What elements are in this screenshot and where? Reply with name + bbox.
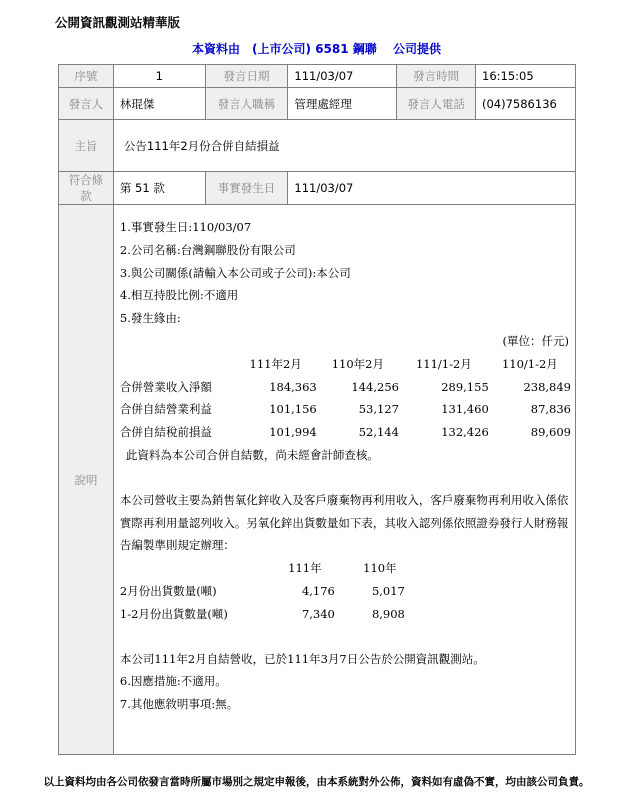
ship-cell: 5,017	[371, 583, 405, 598]
speaker-title-label: 發言人職稱	[205, 88, 288, 120]
fin-cell: 184,363	[269, 379, 317, 394]
desc-line-5: 5.發生緣由:	[119, 311, 181, 326]
paragraph-revenue: 本公司營收主要為銷售氧化鋅收入及客戶廢棄物再利用收入，客戶廢棄物再利用收入係依實際再利用量認列收入。另氧化鋅出貨數量如下表，其收入認列係依照證券發行人財務報告編製準則規定辦理：	[119, 492, 569, 553]
ship-header: 110年	[363, 561, 397, 576]
clause-label: 符合條款	[59, 172, 114, 205]
fin-cell: 89,609	[530, 425, 571, 440]
fin-cell: 101,994	[269, 425, 317, 440]
seq-value: 1	[113, 65, 205, 88]
desc-line-2: 2.公司名稱:台灣鋼聯股份有限公司	[119, 242, 296, 257]
ship-row-label: 2月份出貨數量(噸)	[119, 583, 217, 598]
desc-line-4: 4.相互持股比例:不適用	[119, 288, 239, 303]
desc-line-7: 7.其他應敘明事項:無。	[119, 697, 239, 712]
ship-cell: 8,908	[371, 606, 405, 621]
announcement-table	[58, 64, 576, 755]
footer-disclaimer: 以上資料均由各公司依發言當時所屬市場別之規定申報後，由本系統對外公佈，資料如有虛偽不實，均由該公司負責。	[43, 776, 590, 788]
speaker-value: 林琨傑	[113, 88, 205, 120]
desc-line-1: 1.事實發生日:110/03/07	[119, 220, 252, 234]
site-title: 公開資訊觀測站精華版	[55, 15, 181, 30]
time-label: 發言時間	[397, 65, 476, 88]
fin-row-label: 合併自結營業利益	[119, 402, 212, 417]
table-row	[120, 376, 571, 399]
fin-cell: 52,144	[358, 425, 399, 440]
fin-header: 110/1-2月	[501, 356, 558, 371]
fin-header: 110年2月	[331, 356, 384, 371]
fin-cell: 131,460	[441, 402, 489, 417]
desc-line-6: 6.因應措施:不適用。	[119, 674, 227, 689]
fin-cell: 289,155	[441, 379, 489, 394]
provider-line: 本資料由 (上市公司) 6581 鋼聯 公司提供	[192, 42, 441, 56]
seq-label: 序號	[59, 65, 114, 88]
shipment-header-row	[120, 557, 425, 580]
fin-header: 111/1-2月	[415, 356, 472, 371]
fin-note: 此資料為本公司合併自結數，尚未經會計師查核。	[125, 447, 379, 462]
time-value: 16:15:05	[476, 65, 576, 88]
fin-header: 111年2月	[249, 356, 302, 371]
financial-table	[120, 353, 571, 444]
speaker-label: 發言人	[59, 88, 114, 120]
shipment-table	[120, 557, 425, 625]
date-label: 發言日期	[205, 65, 288, 88]
clause-value: 第 51 款	[113, 172, 205, 205]
fin-cell: 53,127	[358, 402, 399, 417]
fin-cell: 132,426	[441, 425, 489, 440]
event-date-value: 111/03/07	[288, 172, 576, 205]
ship-row-label: 1-2月份出貨數量(噸)	[119, 606, 228, 621]
unit-label: (單位：仟元)	[502, 333, 569, 348]
table-row	[120, 398, 571, 421]
financial-header-row	[120, 353, 571, 376]
table-row	[120, 421, 571, 444]
table-row	[120, 603, 425, 626]
fin-cell: 87,836	[530, 402, 571, 417]
paragraph-announcement: 本公司111年2月自結營收，已於111年3月7日公告於公開資訊觀測站。	[119, 651, 485, 666]
phone-value: (04)7586136	[476, 88, 576, 120]
description-body	[113, 205, 575, 755]
description-label: 說明	[59, 205, 114, 755]
table-row	[120, 580, 425, 603]
desc-line-3: 3.與公司關係(請輸入本公司或子公司):本公司	[119, 265, 351, 280]
phone-label: 發言人電話	[397, 88, 476, 120]
ship-cell: 4,176	[301, 583, 335, 598]
subject-value: 公告111年2月份合併自結損益	[113, 120, 575, 172]
ship-header: 111年	[288, 561, 322, 576]
fin-row-label: 合併營業收入淨額	[119, 379, 212, 394]
speaker-title-value: 管理處經理	[288, 88, 397, 120]
fin-row-label: 合併自結稅前損益	[119, 425, 212, 440]
fin-cell: 238,849	[523, 379, 571, 394]
fin-cell: 144,256	[351, 379, 399, 394]
event-date-label: 事實發生日	[205, 172, 288, 205]
fin-cell: 101,156	[269, 402, 317, 417]
ship-cell: 7,340	[301, 606, 335, 621]
subject-label: 主旨	[59, 120, 114, 172]
date-value: 111/03/07	[288, 65, 397, 88]
